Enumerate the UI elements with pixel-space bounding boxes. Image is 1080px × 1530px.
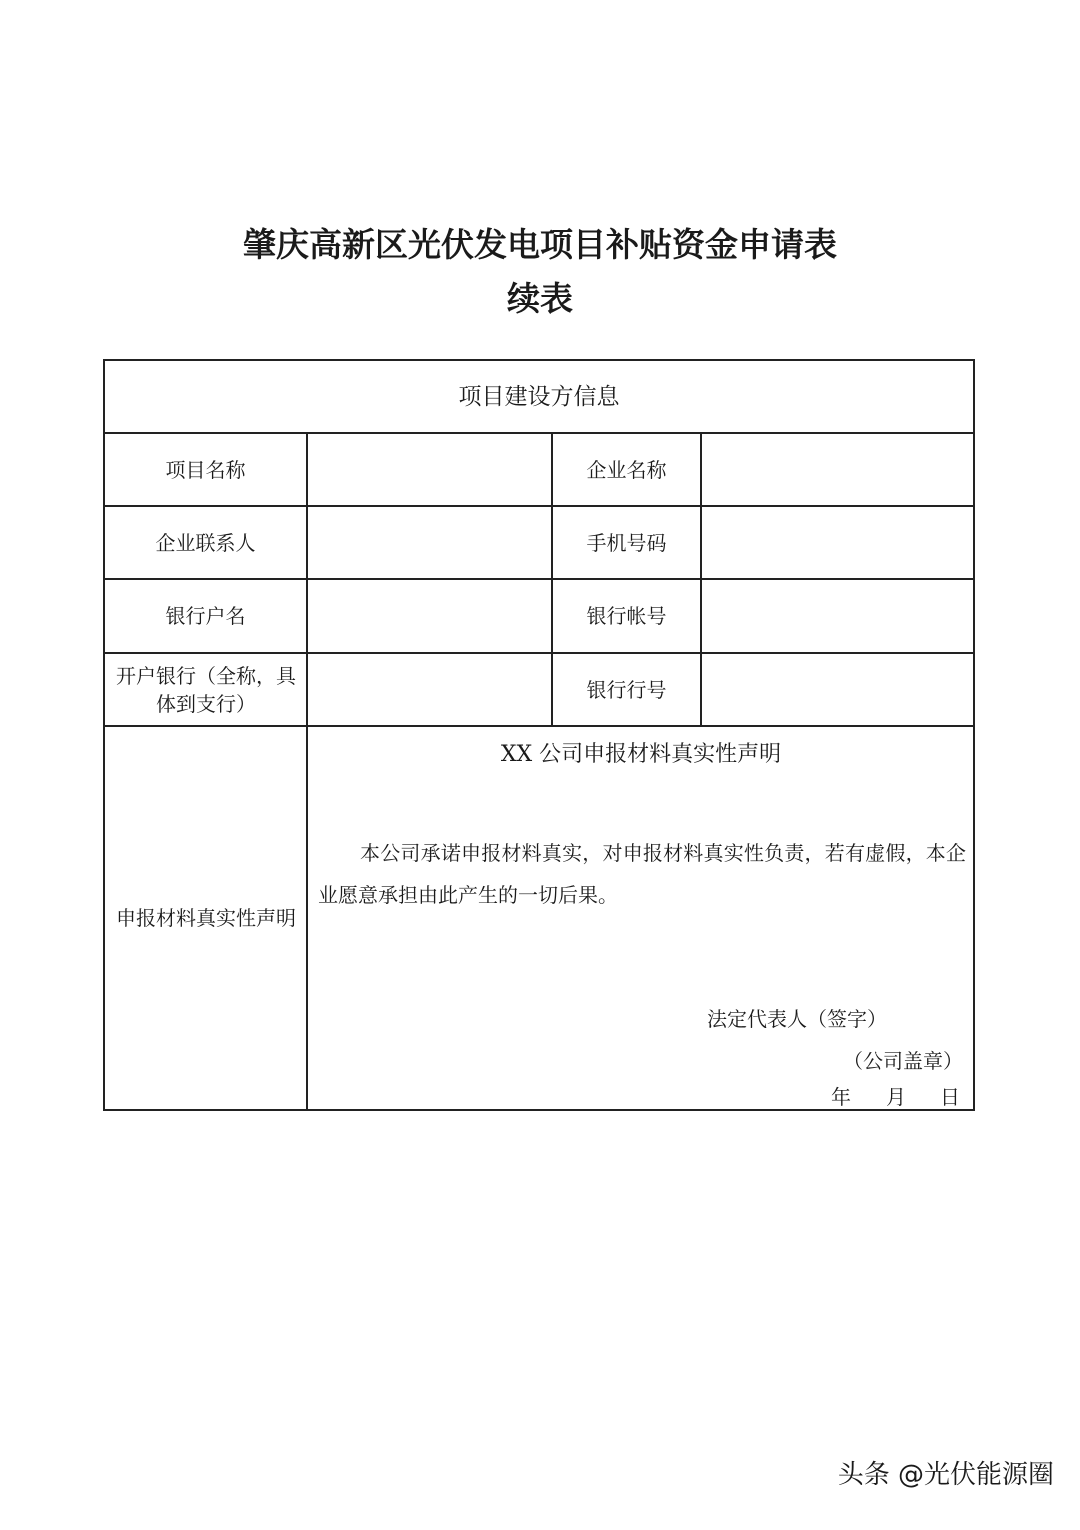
phone-number-field[interactable] xyxy=(702,507,973,578)
label-phone-number: 手机号码 xyxy=(586,530,667,555)
declaration-body: 本公司承诺申报材料真实，对申报材料真实性负责，若有虚假，本企业愿意承担由此产生的一切后果。 xyxy=(318,841,966,907)
label-bank-account-number: 银行帐号 xyxy=(586,604,667,628)
company-seal: （公司盖章） xyxy=(843,1049,963,1073)
bank-account-number-field[interactable] xyxy=(702,580,973,652)
declaration-title: XX 公司申报材料真实性声明 xyxy=(500,742,782,767)
page-title: 肇庆高新区光伏发电项目补贴资金申请表 xyxy=(243,225,837,264)
legal-representative-signature: 法定代表人（签字） xyxy=(707,1007,887,1031)
label-bank-account-name: 银行户名 xyxy=(165,604,246,628)
opening-bank-field[interactable] xyxy=(308,654,551,725)
date-year: 年 xyxy=(831,1085,851,1109)
company-contact-field[interactable] xyxy=(308,507,551,578)
label-opening-bank: 开户银行（全称，具体到支行） xyxy=(116,663,296,716)
label-company-name: 企业名称 xyxy=(586,457,667,482)
company-name-field[interactable] xyxy=(702,434,973,505)
bank-account-name-field[interactable] xyxy=(308,580,551,652)
label-bank-code: 银行行号 xyxy=(586,677,667,702)
label-company-contact: 企业联系人 xyxy=(155,530,256,555)
section-header: 项目建设方信息 xyxy=(458,383,620,410)
page-subtitle: 续表 xyxy=(507,279,573,318)
label-project-name: 项目名称 xyxy=(165,457,246,482)
bank-code-field[interactable] xyxy=(702,654,973,725)
date-day: 日 xyxy=(940,1085,960,1109)
watermark: 头条 @光伏能源圈 xyxy=(837,1460,1054,1490)
date-month: 月 xyxy=(886,1085,906,1109)
project-name-field[interactable] xyxy=(308,434,551,505)
label-declaration: 申报材料真实性声明 xyxy=(116,906,296,930)
